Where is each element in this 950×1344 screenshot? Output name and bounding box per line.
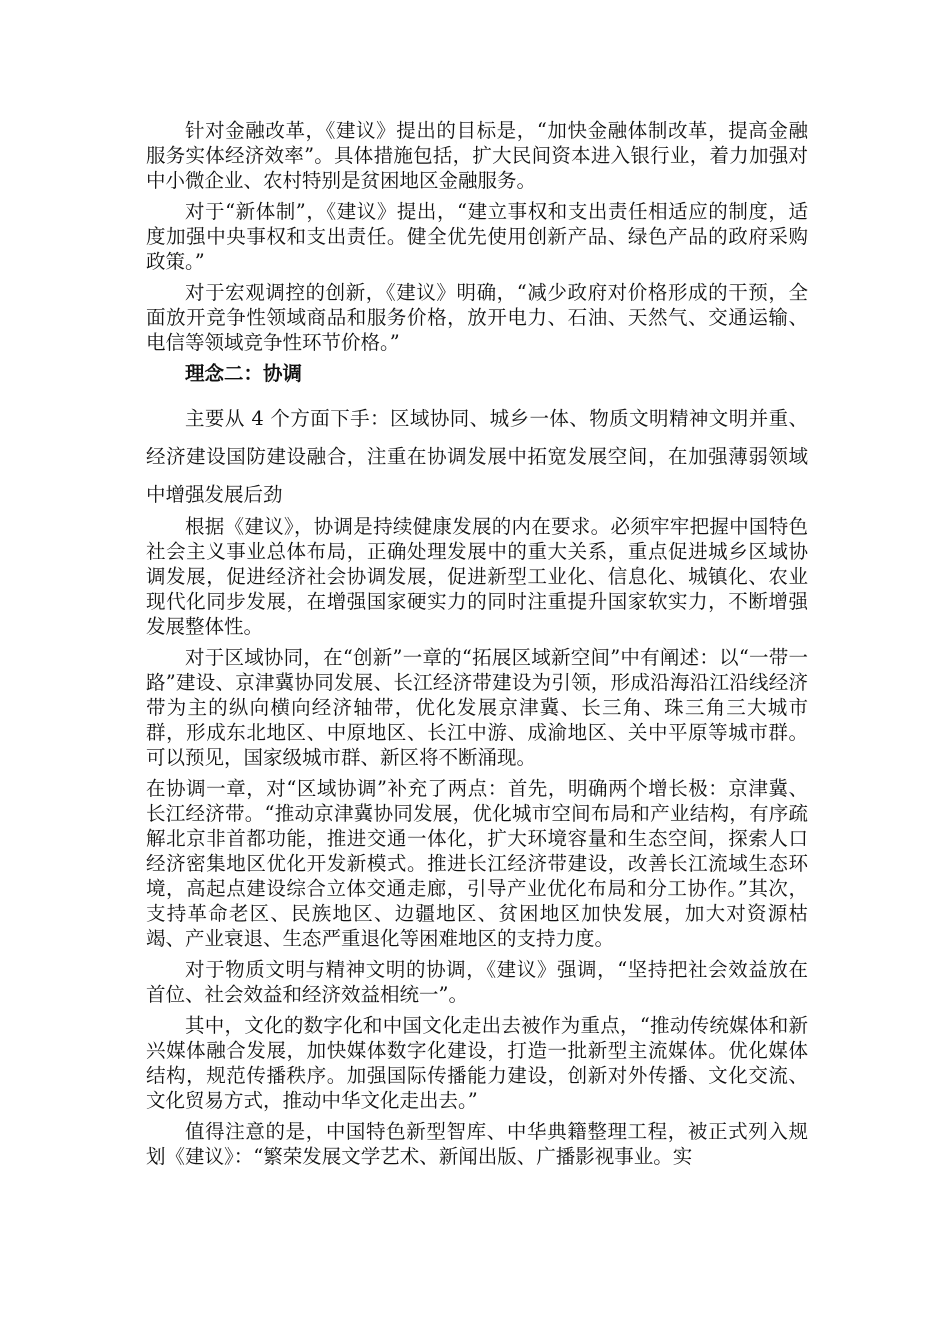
paragraph-culture-digital: 其中，文化的数字化和中国文化走出去被作为重点，“推动传统媒体和新兴媒体融合发展，加快媒体数字化建设，打造一批新型主流媒体。优化媒体结构，规范传播秩序。加强国际传播能力建设，创新对外传播、文化交流、文化贸易方式，推动中华文化走出去。” xyxy=(146,1014,808,1112)
section-heading-coordination: 理念二：协调 xyxy=(185,362,303,385)
paragraph-regional-coordination: 在协调一章，对“区域协调”补充了两点：首先，明确两个增长极：京津冀、长江经济带。“推动京津冀协同发展，优化城市空间布局和产业结构，有序疏解北京非首都功能，推进交通一体化，扩大环境容量和生态空间，探索人口经济密集地区优化开发新模式。推进长江经济带建设，改善长江流域生态环境，高起点建设综合立体交通走廊，引导产业优化布局和分工协作。”其次，支持革命老区、民族地区、边疆地区、贫困地区加快发展，加大对资源枯竭、产业衰退、生态严重退化等困难地区的支持力度。 xyxy=(146,777,808,950)
paragraph-think-tank: 值得注意的是，中国特色新型智库、中华典籍整理工程，被正式列入规划《建议》：“繁荣发展文学艺术、新闻出版、广播影视事业。实 xyxy=(146,1120,808,1168)
paragraph-material-spiritual: 对于物质文明与精神文明的协调，《建议》强调，“坚持把社会效益放在首位、社会效益和经济效益相统一”。 xyxy=(146,958,808,1006)
paragraph-regional-synergy: 对于区域协同，在“创新”一章的“拓展区域新空间”中有阐述：以“一带一路”建设、京津冀协同发展、长江经济带建设为引领，形成沿海沿江沿线经济带为主的纵向横向经济轴带，优化发展京津冀、长三角、珠三角三大城市群，形成东北地区、中原地区、长江中游、成渝地区、关中平原等城市群。可以预见，国家级城市群、新区将不断涌现。 xyxy=(146,646,808,769)
paragraph-new-system: 对于“新体制”，《建议》提出，“建立事权和支出责任相适应的制度，适度加强中央事权和支出责任。健全优先使用创新产品、绿色产品的政府采购政策。” xyxy=(146,200,808,273)
paragraph-macro-control: 对于宏观调控的创新，《建议》明确，“减少政府对价格形成的干预，全面放开竞争性领域商品和服务价格，放开电力、石油、天然气、交通运输、电信等领域竞争性环节价格。” xyxy=(146,281,808,354)
paragraph-four-aspects: 主要从 4 个方面下手：区域协同、城乡一体、物质文明精神文明并重、经济建设国防建设融合，注重在协调发展中拓宽发展空间，在加强薄弱领域中增强发展后劲 xyxy=(146,407,808,506)
paragraph-coordination-requirement: 根据《建议》，协调是持续健康发展的内在要求。必须牢牢把握中国特色社会主义事业总体布局，正确处理发展中的重大关系，重点促进城乡区域协调发展，促进经济社会协调发展，促进新型工业化、信息化、城镇化、农业现代化同步发展，在增强国家硬实力的同时注重提升国家软实力，不断增强发展整体性。 xyxy=(146,515,808,638)
paragraph-finance-reform: 针对金融改革，《建议》提出的目标是，“加快金融体制改革，提高金融服务实体经济效率”。具体措施包括，扩大民间资本进入银行业，着力加强对中小微企业、农村特别是贫困地区金融服务。 xyxy=(146,119,808,192)
document-body xyxy=(146,118,808,1175)
